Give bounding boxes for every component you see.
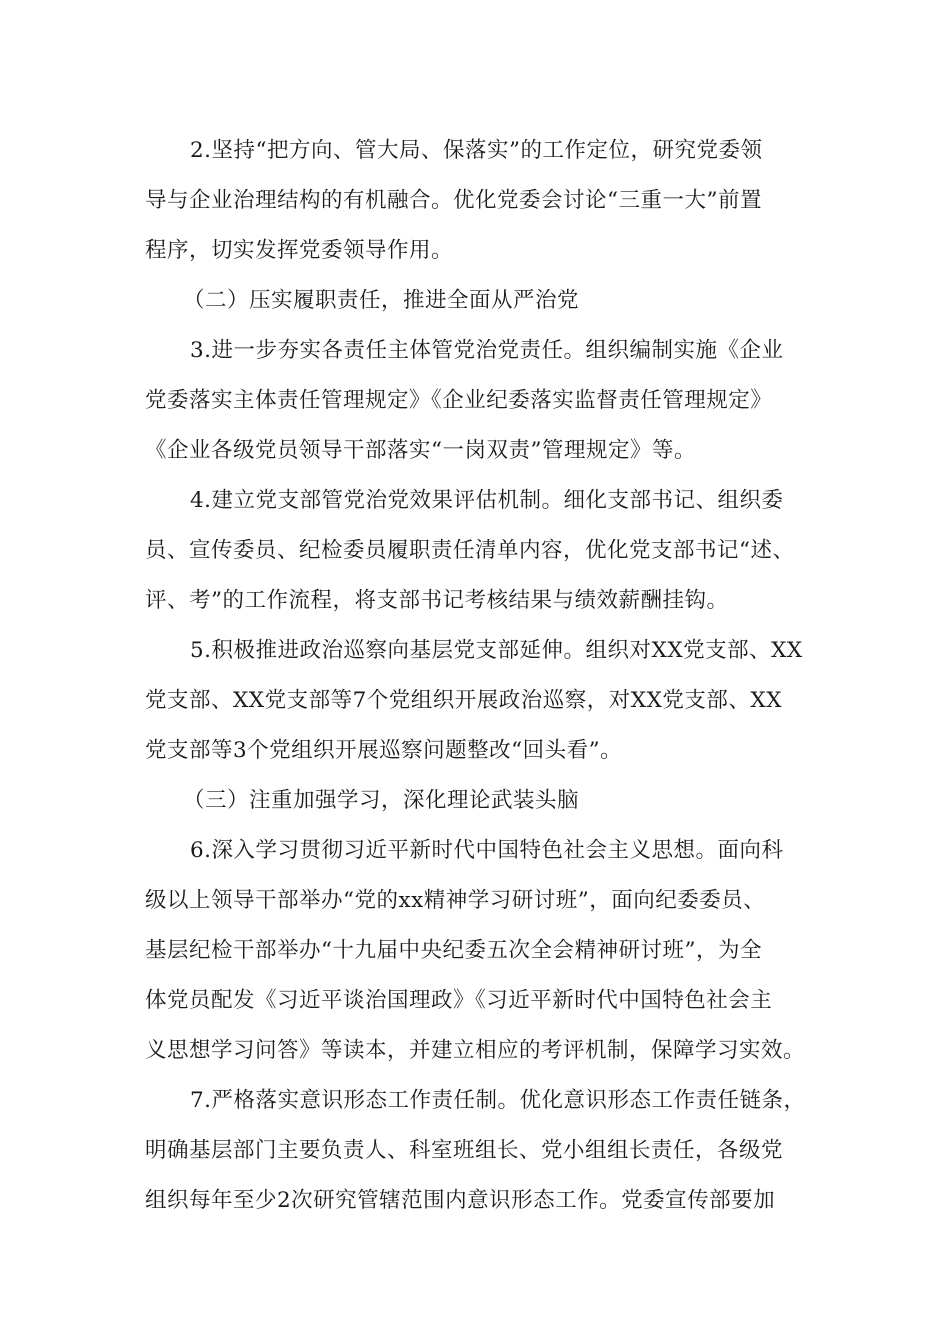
text-line: 党委落实主体责任管理规定》《企业纪委落实监督责任管理规定》 xyxy=(145,388,773,413)
text-line: 评、考”的工作流程，将支部书记考核结果与绩效薪酬挂钩。 xyxy=(145,588,729,613)
text-line: 组织每年至少2次研究管辖范围内意识形态工作。党委宣传部要加 xyxy=(145,1188,776,1213)
text-line: 4.建立党支部管党治党效果评估机制。细化支部书记、组织委 xyxy=(190,488,784,513)
section-heading: （三）注重加强学习，深化理论武装头脑 xyxy=(183,788,580,813)
text-line: 基层纪检干部举办“十九届中央纪委五次全会精神研讨班”，为全 xyxy=(145,938,762,963)
text-line: 导与企业治理结构的有机融合。优化党委会讨论“三重一大”前置 xyxy=(145,188,762,213)
text-line: 5.积极推进政治巡察向基层党支部延伸。组织对XX党支部、XX xyxy=(190,638,803,663)
text-line: 2.坚持“把方向、管大局、保落实”的工作定位，研究党委领 xyxy=(190,138,763,163)
section-heading: （二）压实履职责任，推进全面从严治党 xyxy=(183,288,580,313)
text-line: 体党员配发《习近平谈治国理政》《习近平新时代中国特色社会主 xyxy=(145,988,773,1013)
text-line: 党支部、XX党支部等7个党组织开展政治巡察，对XX党支部、XX xyxy=(145,688,783,713)
text-line: 3.进一步夯实各责任主体管党治党责任。组织编制实施《企业 xyxy=(190,338,784,363)
text-line: 6.深入学习贯彻习近平新时代中国特色社会主义思想。面向科 xyxy=(190,838,784,863)
text-line: 明确基层部门主要负责人、科室班组长、党小组组长责任，各级党 xyxy=(145,1138,784,1163)
text-line: 级以上领导干部举办“党的xx精神学习研讨班”，面向纪委委员、 xyxy=(145,888,766,913)
text-line: 党支部等3个党组织开展巡察问题整改“回头看”。 xyxy=(145,738,623,763)
text-line: 程序，切实发挥党委领导作用。 xyxy=(145,238,454,263)
text-line: 《企业各级党员领导干部落实“一岗双责”管理规定》等。 xyxy=(145,438,696,463)
text-line: 7.严格落实意识形态工作责任制。优化意识形态工作责任链条， xyxy=(190,1088,806,1113)
text-line: 员、宣传委员、纪检委员履职责任清单内容，优化党支部书记“述、 xyxy=(145,538,795,563)
text-line: 义思想学习问答》等读本，并建立相应的考评机制，保障学习实效。 xyxy=(145,1038,806,1063)
